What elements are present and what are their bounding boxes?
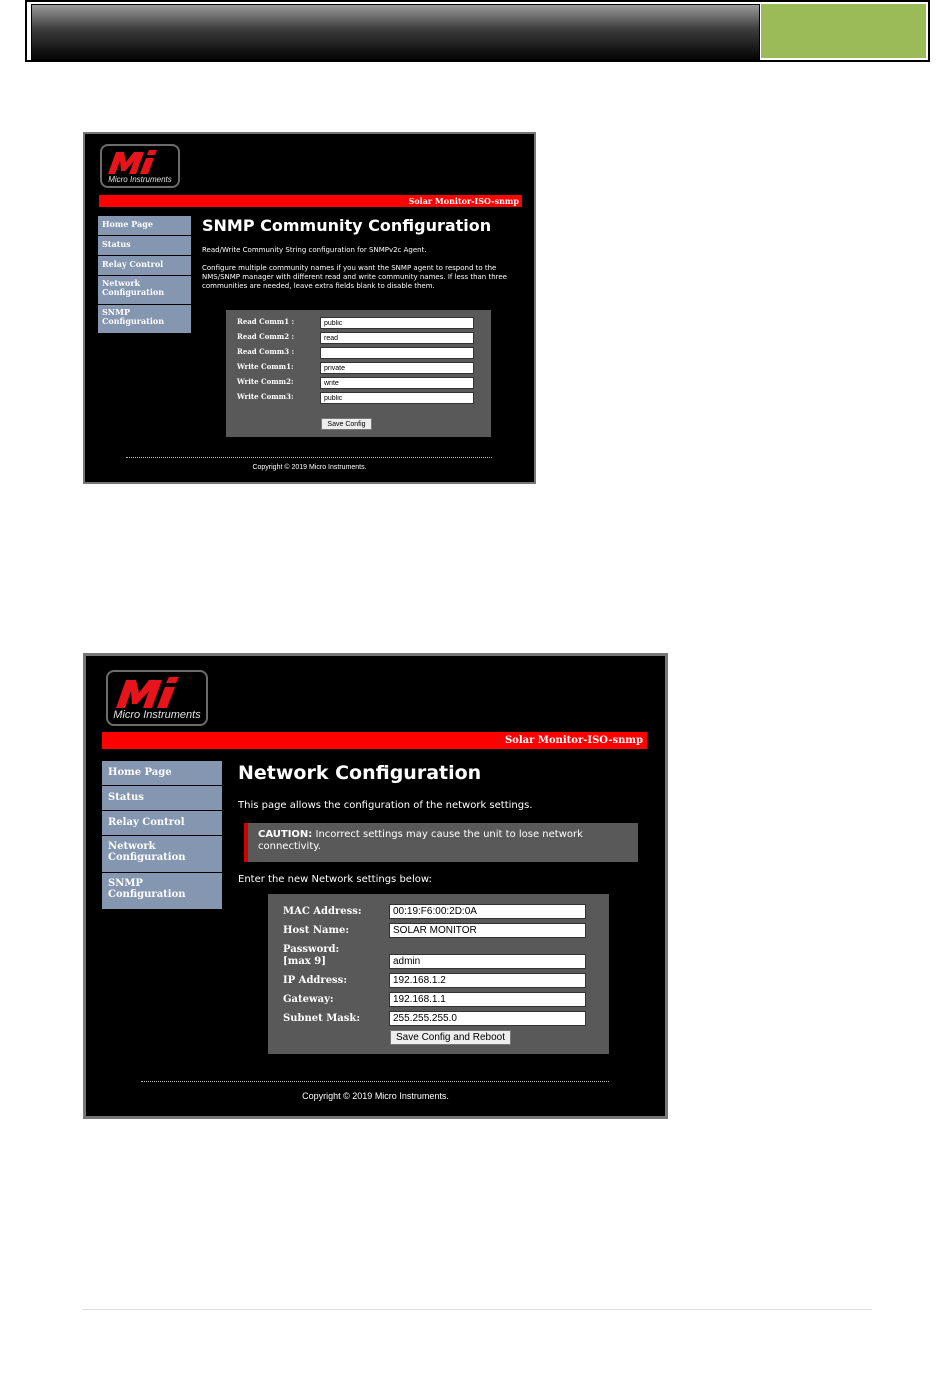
gateway-label: Gateway: (283, 994, 334, 1005)
save-config-button[interactable]: Save Config (321, 418, 372, 430)
nav-network-configuration[interactable]: Network Configuration (102, 836, 222, 873)
copyright-text: Copyright © 2019 Micro Instruments. (252, 464, 367, 471)
document-footer-line (82, 1309, 872, 1310)
page-title: SNMP Community Configuration (202, 216, 492, 235)
nav-status[interactable]: Status (102, 786, 222, 811)
read-comm1-label: Read Comm1 : (237, 317, 295, 326)
host-name-input[interactable] (389, 923, 586, 938)
password-max-hint: [max 9] (283, 956, 326, 967)
nav-status[interactable]: Status (98, 236, 191, 256)
gateway-input[interactable] (389, 992, 586, 1007)
sidebar-nav (102, 761, 222, 910)
nav-home-page[interactable]: Home Page (102, 761, 222, 786)
read-comm2-input[interactable] (320, 332, 474, 344)
sidebar-nav (98, 216, 191, 334)
mac-address-input[interactable] (389, 904, 586, 919)
mac-address-label: MAC Address: (283, 906, 362, 917)
device-name-bar: Solar Monitor-ISO-snmp (99, 195, 522, 207)
read-comm1-input[interactable] (320, 317, 474, 329)
micro-instruments-logo (106, 670, 208, 726)
page-description: This page allows the configuration of the network settings. (238, 800, 533, 811)
network-config-screenshot (83, 653, 668, 1119)
footer-divider (126, 457, 492, 458)
page-title: Network Configuration (238, 762, 482, 784)
page-instructions: Configure multiple community names if you want the SNMP agent to respond to the NMS/SNMP manager with different read and write community names. If less than three communities are needed, leave extra fields blank to disable them. (202, 264, 507, 290)
header-accent-block (761, 4, 926, 58)
write-comm2-input[interactable] (320, 377, 474, 389)
community-form (226, 310, 491, 437)
subnet-mask-input[interactable] (389, 1011, 586, 1026)
read-comm3-input[interactable] (320, 347, 474, 359)
caution-text: Incorrect settings may cause the unit to lose network connectivity. (258, 829, 583, 852)
logo-company-name: Micro Instruments (108, 175, 172, 184)
write-comm3-label: Write Comm3: (237, 392, 294, 401)
write-comm3-input[interactable] (320, 392, 474, 404)
write-comm2-label: Write Comm2: (237, 377, 294, 386)
settings-prompt: Enter the new Network settings below: (238, 874, 432, 885)
caution-box (244, 823, 638, 862)
page-description: Read/Write Community String configuration for SNMPv2c Agent. (202, 246, 427, 254)
header-dark-bar (31, 4, 760, 60)
snmp-config-screenshot (83, 132, 536, 484)
ip-address-label: IP Address: (283, 975, 348, 986)
write-comm1-label: Write Comm1: (237, 362, 294, 371)
read-comm2-label: Read Comm2 : (237, 332, 295, 341)
copyright-text: Copyright © 2019 Micro Instruments. (302, 1091, 449, 1101)
micro-instruments-logo (100, 144, 180, 188)
subnet-mask-label: Subnet Mask: (283, 1013, 361, 1024)
document-header (25, 0, 930, 62)
device-name-bar: Solar Monitor-ISO-snmp (102, 732, 647, 749)
network-settings-form (268, 894, 609, 1054)
save-config-and-reboot-button[interactable]: Save Config and Reboot (390, 1030, 511, 1045)
nav-snmp-configuration[interactable]: SNMP Configuration (102, 873, 222, 910)
host-name-label: Host Name: (283, 925, 350, 936)
footer-divider (141, 1081, 609, 1082)
nav-network-configuration[interactable]: Network Configuration (98, 276, 191, 305)
nav-relay-control[interactable]: Relay Control (102, 811, 222, 836)
nav-home-page[interactable]: Home Page (98, 216, 191, 236)
write-comm1-input[interactable] (320, 362, 474, 374)
password-input[interactable] (389, 954, 586, 969)
logo-company-name: Micro Instruments (113, 709, 201, 721)
caution-label: CAUTION: (258, 829, 313, 840)
read-comm3-label: Read Comm3 : (237, 347, 295, 356)
nav-snmp-configuration[interactable]: SNMP Configuration (98, 305, 191, 334)
nav-relay-control[interactable]: Relay Control (98, 256, 191, 276)
ip-address-input[interactable] (389, 973, 586, 988)
password-label: Password: (283, 944, 340, 955)
